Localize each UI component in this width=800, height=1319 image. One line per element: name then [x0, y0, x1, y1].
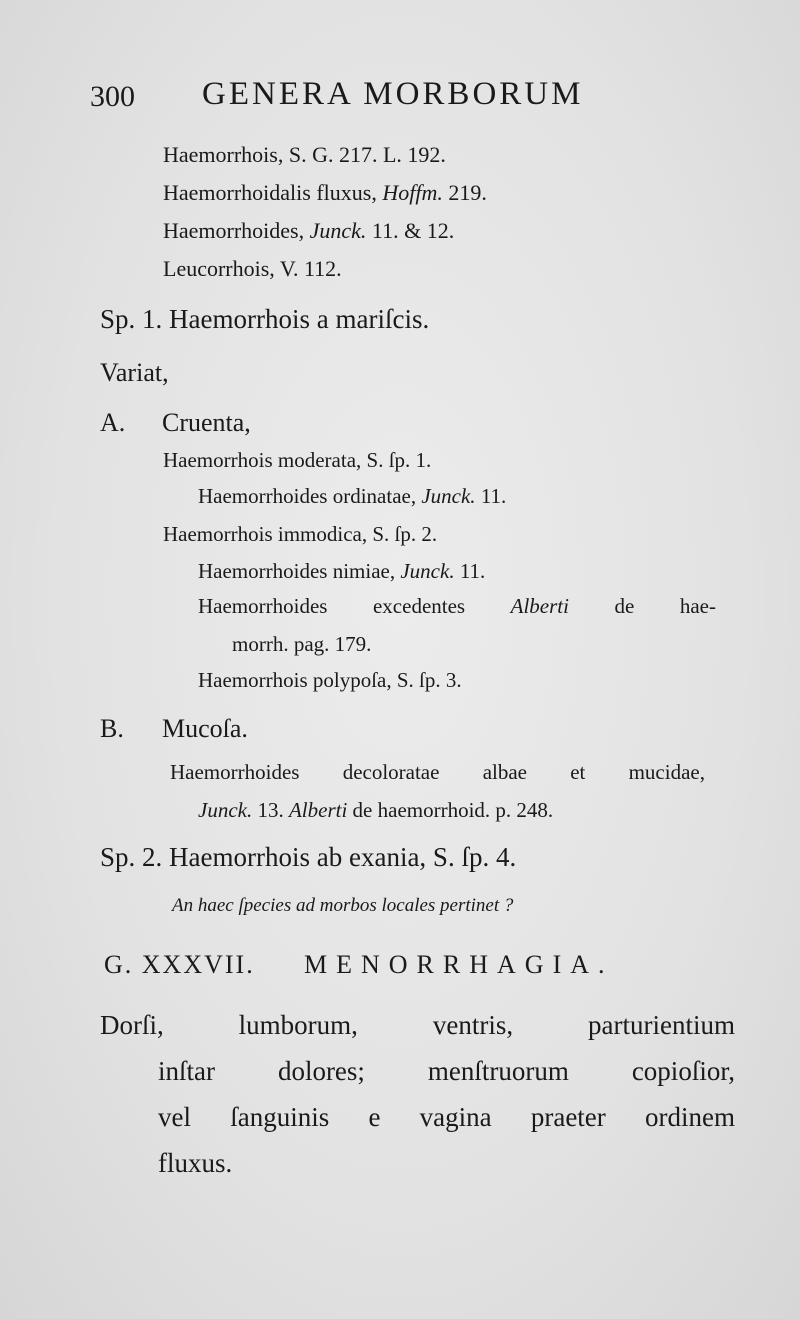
- variat-heading: Variat,: [100, 358, 169, 387]
- synonym-line: Haemorrhois, S. G. 217. L. 192.: [163, 142, 446, 167]
- genus-heading: G. XXXVII. MENORRHAGIA.: [104, 950, 614, 979]
- variety-b-line: Junck. 13. Alberti de haemorrhoid. p. 248.: [198, 798, 554, 822]
- variety-b-line: Haemorrhoides decoloratae albae et mucidae,: [170, 760, 705, 784]
- synonym-line: Leucorrhois, V. 112.: [163, 256, 342, 281]
- variety-b-heading: B. Mucoſa.: [100, 714, 248, 743]
- genus-description-line: vel ſanguinis e vagina praeter ordinem: [158, 1102, 735, 1132]
- genus-description-line: Dorſi, lumborum, ventris, parturientium: [100, 1010, 735, 1040]
- variety-a-line: Haemorrhoides excedentes Alberti de hae-: [198, 594, 716, 618]
- species-1-heading: Sp. 1. Haemorrhois a mariſcis.: [100, 304, 430, 334]
- variety-a-line: Haemorrhoides nimiae, Junck. 11.: [198, 559, 486, 583]
- variety-a-line: Haemorrhoides ordinatae, Junck. 11.: [198, 484, 507, 508]
- page-number: 300: [90, 80, 135, 113]
- variety-a-heading: A. Cruenta,: [100, 408, 251, 437]
- running-title: GENERA MORBORUM: [202, 76, 584, 112]
- species-note: An haec ſpecies ad morbos locales pertinet ?: [172, 895, 514, 916]
- genus-description-line: inſtar dolores; menſtruorum copioſior,: [158, 1056, 735, 1086]
- species-2-heading: Sp. 2. Haemorrhois ab exania, S. ſp. 4.: [100, 842, 517, 872]
- synonym-line: Haemorrhoidalis fluxus, Hoffm. 219.: [163, 180, 487, 205]
- variety-a-line: Haemorrhois immodica, S. ſp. 2.: [163, 522, 438, 546]
- synonym-line: Haemorrhoides, Junck. 11. & 12.: [163, 218, 455, 243]
- variety-a-line: Haemorrhois polypoſa, S. ſp. 3.: [198, 668, 462, 692]
- variety-a-line: Haemorrhois moderata, S. ſp. 1.: [163, 448, 432, 472]
- variety-a-line: morrh. pag. 179.: [232, 632, 372, 656]
- genus-description-line: fluxus.: [158, 1148, 233, 1178]
